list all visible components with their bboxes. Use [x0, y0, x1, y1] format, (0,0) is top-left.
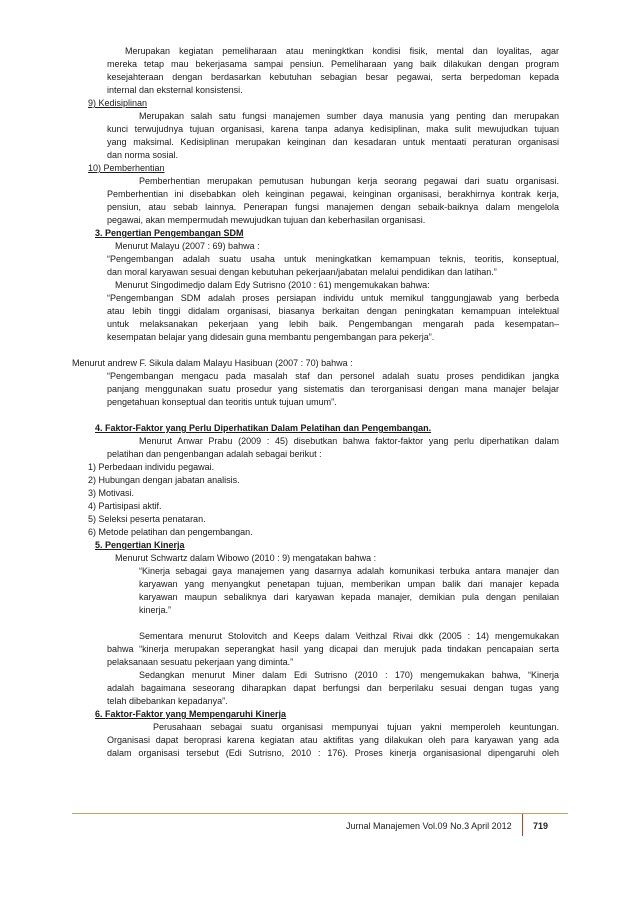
quote-line: untuk melaksanakan pekerjaan yang lebih baik. Pengembangan mengarah pada kesempatan–	[107, 319, 559, 329]
body-line: dan norma sosial.	[107, 150, 179, 160]
list-item: 4) Partisipasi aktif.	[88, 501, 162, 511]
body-line: Menurut Anwar Prabu (2009 : 45) disebutkan bahwa faktor-faktor yang perlu diperhatikan dalam	[139, 436, 559, 446]
body-line: adalah bagaimana seseorang diharapkan dapat berfungsi dan berperilaku sesuai dengan tugas yang	[107, 683, 559, 693]
quote-line: atau lebih tinggi didalam organisasi, biasanya berkaitan dengan peningkatan kemampuan intelektual	[107, 306, 559, 316]
quote-line: dan moral karyawan sesuai dengan kebutuhan pekerjaan/jabatan melalui pendidikan dan latihan.”	[107, 267, 497, 277]
body-line: Perusahaan sebagai suatu organisasi mempunyai tujuan yakni memperoleh keuntungan.	[153, 722, 559, 732]
list-heading: 10) Pemberhentian	[88, 163, 165, 173]
quote-line: kinerja.”	[139, 605, 172, 615]
quote-line: karyawan maupun sebaliknya dari karyawan kepada manajer, demikian pula dengan penilaian	[139, 592, 559, 602]
footer-journal: Jurnal Manajemen Vol.09 No.3 April 2012	[346, 821, 512, 831]
body-line: telah dibebankan kepadanya”.	[107, 696, 228, 706]
body-line: dalam organisasi tersebut (Edi Sutrisno, 2010 : 176). Proses kinerja organisasional dipengaruhi oleh	[107, 748, 559, 758]
list-heading: 9) Kedisiplinan	[88, 98, 148, 108]
page-number: 719	[533, 821, 549, 831]
body-line: Sementara menurut Stolovitch and Keeps dalam Veithzal Rivai dkk (2005 : 14) mengemukakan	[139, 631, 559, 641]
body-line: Merupakan kegiatan pemeliharaan atau meningktkan kondisi fisik, mental dan loyalitas, agar	[125, 46, 559, 56]
list-item: 5) Seleksi peserta penataran.	[88, 514, 206, 524]
quote-line: “Pengembangan adalah suatu usaha untuk meningkatkan kemampuan teknis, teoritis, konseptual,	[107, 254, 559, 264]
body-line: Sedangkan menurut Miner dalam Edi Sutrisno (2010 : 170) mengemukakan bahwa, “Kinerja	[139, 670, 559, 680]
quote-line: “Pengembangan mengacu pada masalah staf dan personel adalah suatu proses pendidikan jangka	[107, 371, 559, 381]
footer-separator	[522, 814, 523, 836]
body-line: Menurut Schwartz dalam Wibowo (2010 : 9) mengatakan bahwa :	[115, 553, 377, 563]
quote-line: panjang menggunakan suatu prosedur yang sistematis dan terorganisasi dengan mana manajer belajar	[107, 384, 559, 394]
section-heading: 5. Pengertian Kinerja	[95, 540, 185, 550]
body-line: pegawai, akan mempermudah mewujudkan tujuan dan keberhasilan organisasi.	[107, 215, 426, 225]
list-item: 6) Metode pelatihan dan pengembangan.	[88, 527, 253, 537]
list-item: 2) Hubungan dengan jabatan analisis.	[88, 475, 240, 485]
body-line: Pemberhentian ini disebabkan oleh keinginan pegawai, keinginan organisasi, berakhirnya kontrak kerja,	[107, 189, 559, 199]
section-heading: 3. Pengertian Pengembangan SDM	[95, 228, 244, 238]
body-line: pelatihan dan pengenbangan adalah sebagai berikut :	[107, 449, 322, 459]
body-line: Menurut Malayu (2007 : 69) bahwa :	[115, 241, 260, 251]
body-line: internal dan eksternal konsistensi.	[107, 85, 243, 95]
list-item: 1) Perbedaan individu pegawai.	[88, 462, 215, 472]
quote-line: kesempatan belajar yang didesain guna membantu pengembangan para pekerja”.	[107, 332, 435, 342]
body-line: Merupakan salah satu fungsi manajemen sumber daya manusia yang penting dan merupakan	[139, 111, 559, 121]
body-line: yang maksimal. Kedisiplinan merupakan keinginan dan kesadaran untuk mentaati peraturan organisasi	[107, 137, 559, 147]
body-line: bahwa “kinerja merupakan seperangkat hasil yang dicapai dan merujuk pada tindakan pencapaian serta	[107, 644, 559, 654]
body-line: Organisasi dapat beroprasi karena kegiatan atau aktifitas yang dilakukan oleh para karyawan yang ada	[107, 735, 559, 745]
section-heading: 6. Faktor-Faktor yang Mempengaruhi Kinerja	[95, 709, 287, 719]
body-line: Menurut andrew F. Sikula dalam Malayu Hasibuan (2007 : 70) bahwa :	[72, 358, 353, 368]
body-line: pensiun, atau sebab lainnya. Penerapan fungsi manajemen dengan sebaik-baiknya dalam mengelola	[107, 202, 559, 212]
body-line: Pemberhentian merupakan pemutusan hubungan kerja seorang pegawai dari suatu organisasi.	[139, 176, 559, 186]
body-line: Menurut Singodimedjo dalam Edy Sutrisno (2010 : 61) mengemukakan bahwa:	[115, 280, 430, 290]
body-line: kesejahteraan dengan berdasarkan kebutuhan sebagian besar pegawai, serta berpedoman kepada	[107, 72, 559, 82]
footer-rule	[72, 813, 568, 814]
body-line: mereka tetap mau bekerjasama sampai pensiun. Pemeliharaan yang baik dilakukan dengan program	[107, 59, 559, 69]
quote-line: “Pengembangan SDM adalah proses persiapan individu untuk memikul tanggungjawab yang berbeda	[107, 293, 559, 303]
body-line: pelaksanaan sesuatu pekerjaan yang diminta.”	[107, 657, 294, 667]
body-line: kunci terwujudnya tujuan organisasi, karena tanpa adanya kedisiplinan, maka sulit mewujudkan tujuan	[107, 124, 559, 134]
quote-line: pengetahuan konseptual dan teoritis untuk tujuan umum”.	[107, 397, 337, 407]
quote-line: “Kinerja sebagai gaya manajemen yang dasarnya adalah komunikasi terbuka antara manajer dan	[139, 566, 559, 576]
section-heading: 4. Faktor-Faktor yang Perlu Diperhatikan Dalam Pelatihan dan Pengembangan.	[95, 423, 432, 433]
quote-line: karyawan yang menyangkut penetapan tujuan, memberikan umpan balik dari manajer kepada	[139, 579, 559, 589]
list-item: 3) Motivasi.	[88, 488, 135, 498]
